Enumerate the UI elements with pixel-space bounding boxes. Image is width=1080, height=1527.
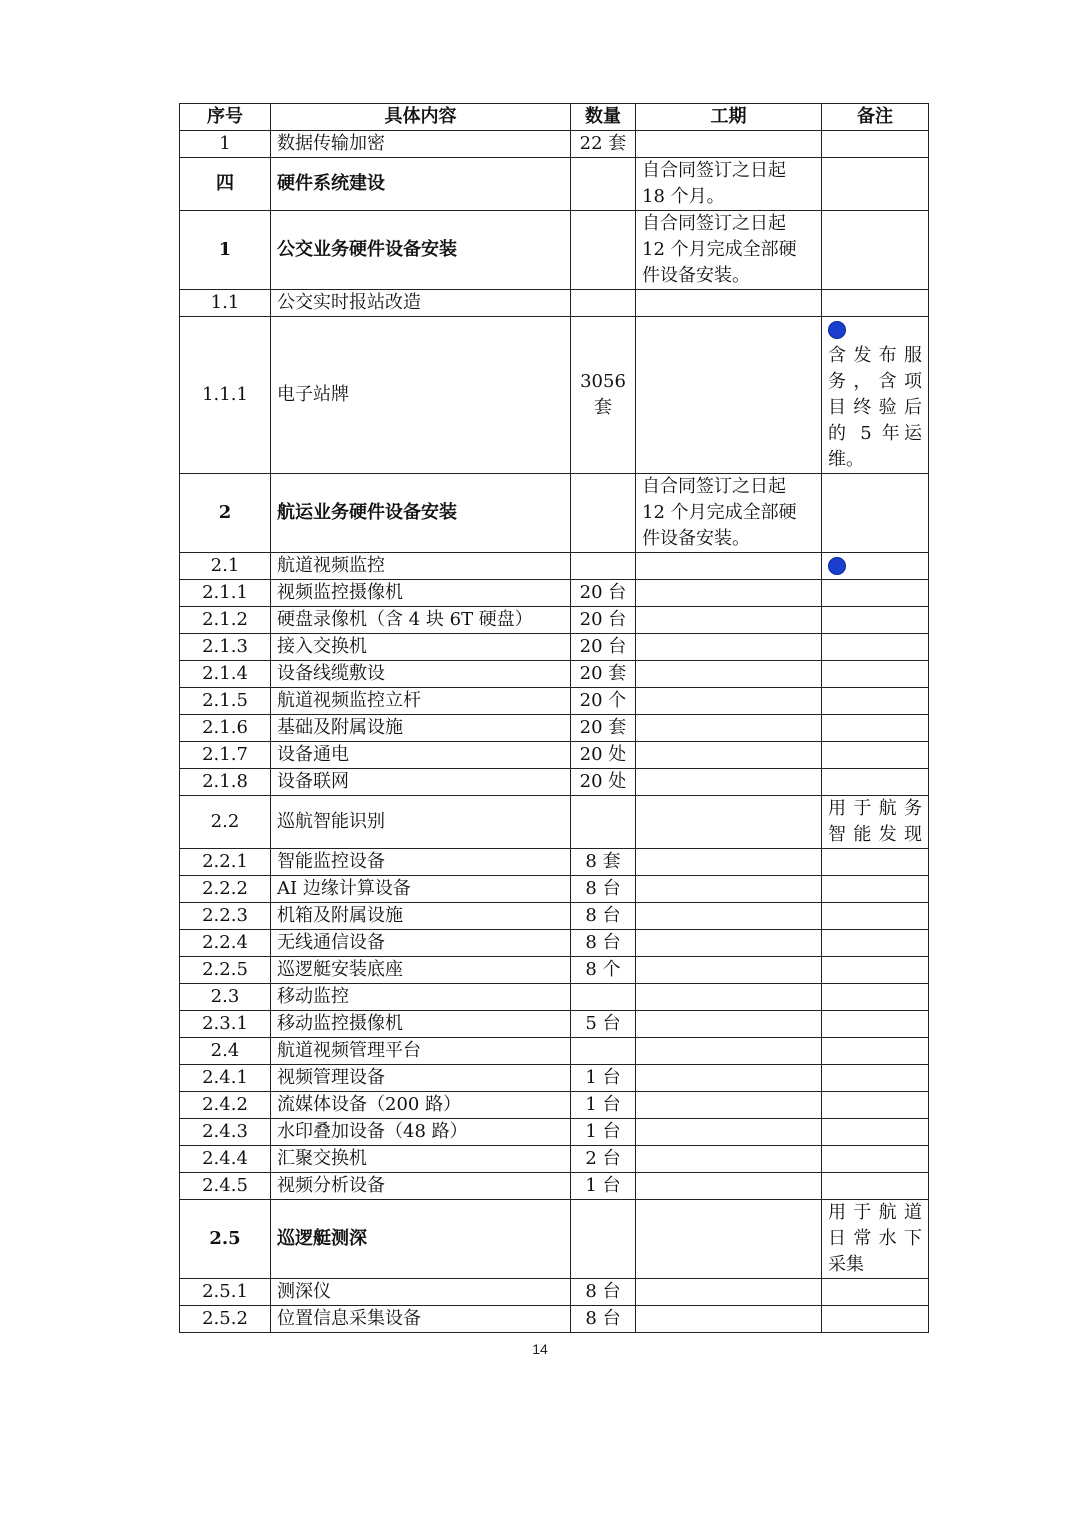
- cell-qty: 2 台: [571, 1146, 636, 1173]
- cell-qty: 20 台: [571, 607, 636, 634]
- cell-period: [636, 903, 822, 930]
- header-no: 序号: [180, 104, 271, 131]
- table-row: [180, 1173, 929, 1200]
- cell-period: [636, 580, 822, 607]
- cell-qty: 20 套: [571, 661, 636, 688]
- cell-period: [636, 1038, 822, 1065]
- cell-note: [822, 131, 929, 158]
- cell-no: 2.1.1: [180, 580, 271, 607]
- cell-qty: 20 处: [571, 769, 636, 796]
- blue-dot-marker-icon: [828, 557, 846, 575]
- cell-content: 移动监控: [271, 984, 571, 1011]
- cell-period: [636, 849, 822, 876]
- table-row: [180, 1065, 929, 1092]
- period-line: 18 个月。: [642, 186, 725, 207]
- cell-note: [822, 1119, 929, 1146]
- cell-note: [822, 984, 929, 1011]
- cell-content: 巡逻艇测深: [271, 1200, 571, 1279]
- cell-qty: 8 台: [571, 1279, 636, 1306]
- cell-no: 2.1.3: [180, 634, 271, 661]
- cell-note: [822, 1279, 929, 1306]
- cell-no: 2.5.1: [180, 1279, 271, 1306]
- cell-qty: [571, 290, 636, 317]
- table-row: [180, 1146, 929, 1173]
- header-period: 工期: [636, 104, 822, 131]
- cell-note: [822, 580, 929, 607]
- cell-content: AI 边缘计算设备: [271, 876, 571, 903]
- cell-content: 巡航智能识别: [271, 796, 571, 849]
- cell-period: [636, 984, 822, 1011]
- cell-qty: 20 个: [571, 688, 636, 715]
- cell-note: [822, 1200, 929, 1279]
- table-header-row: [180, 104, 929, 131]
- cell-qty: 20 套: [571, 715, 636, 742]
- cell-content: 视频监控摄像机: [271, 580, 571, 607]
- cell-content: 电子站牌: [271, 317, 571, 474]
- cell-note: [822, 957, 929, 984]
- cell-qty: [571, 1038, 636, 1065]
- cell-note: [822, 715, 929, 742]
- note-line: 采集: [828, 1254, 864, 1275]
- note-line: 维。: [828, 449, 864, 470]
- table-row: [180, 903, 929, 930]
- cell-no: 2.1.6: [180, 715, 271, 742]
- cell-content: 基础及附属设施: [271, 715, 571, 742]
- cell-no: 2.2.3: [180, 903, 271, 930]
- cell-qty: 1 台: [571, 1065, 636, 1092]
- table-row: [180, 1092, 929, 1119]
- cell-content: 视频管理设备: [271, 1065, 571, 1092]
- table-row: [180, 688, 929, 715]
- cell-no: 1.1: [180, 290, 271, 317]
- note-line: 目终验后: [828, 397, 922, 418]
- note-line: 用于航道: [828, 1202, 922, 1223]
- cell-content: 航道视频监控立杆: [271, 688, 571, 715]
- cell-qty: 20 处: [571, 742, 636, 769]
- table-row: [180, 715, 929, 742]
- cell-period: [636, 634, 822, 661]
- table-row: [180, 876, 929, 903]
- cell-content: 硬件系统建设: [271, 158, 571, 211]
- cell-period: [636, 1146, 822, 1173]
- cell-period: [636, 930, 822, 957]
- table-row: [180, 1038, 929, 1065]
- cell-no: 2.4.3: [180, 1119, 271, 1146]
- cell-qty: 20 台: [571, 634, 636, 661]
- cell-no: 2.4.5: [180, 1173, 271, 1200]
- cell-period: [636, 1306, 822, 1333]
- cell-note: [822, 211, 929, 290]
- cell-qty: 8 台: [571, 1306, 636, 1333]
- cell-note: [822, 849, 929, 876]
- cell-period: [636, 796, 822, 849]
- note-line: 日常水下: [828, 1228, 922, 1249]
- cell-note: [822, 634, 929, 661]
- period-line: 自合同签订之日起: [642, 476, 786, 497]
- cell-content: 接入交换机: [271, 634, 571, 661]
- cell-no: 1.1.1: [180, 317, 271, 474]
- cell-note: [822, 553, 929, 580]
- cell-no: 2.2: [180, 796, 271, 849]
- cell-content: 水印叠加设备（48 路）: [271, 1119, 571, 1146]
- cell-note: [822, 661, 929, 688]
- cell-no: 2.1: [180, 553, 271, 580]
- cell-qty: 8 套: [571, 849, 636, 876]
- cell-note: [822, 158, 929, 211]
- header-note: 备注: [822, 104, 929, 131]
- cell-no: 2.5.2: [180, 1306, 271, 1333]
- cell-content: 智能监控设备: [271, 849, 571, 876]
- table-row: [180, 930, 929, 957]
- cell-qty: 22 套: [571, 131, 636, 158]
- cell-note: [822, 1306, 929, 1333]
- cell-note: [822, 742, 929, 769]
- cell-no: 2.4: [180, 1038, 271, 1065]
- cell-qty: [571, 796, 636, 849]
- cell-note: [822, 1038, 929, 1065]
- table-row: [180, 849, 929, 876]
- period-line: 自合同签订之日起: [642, 213, 786, 234]
- cell-period: [636, 1011, 822, 1038]
- header-content: 具体内容: [271, 104, 571, 131]
- cell-note: [822, 474, 929, 553]
- cell-content: 设备通电: [271, 742, 571, 769]
- cell-period: [636, 290, 822, 317]
- cell-qty: 20 台: [571, 580, 636, 607]
- cell-note: [822, 290, 929, 317]
- requirements-table: [179, 103, 929, 1333]
- cell-note: [822, 930, 929, 957]
- cell-period: [636, 553, 822, 580]
- table-row: [180, 742, 929, 769]
- table-row: [180, 1279, 929, 1306]
- cell-no: 2.1.8: [180, 769, 271, 796]
- cell-qty: 1 台: [571, 1119, 636, 1146]
- table-row: [180, 634, 929, 661]
- cell-content: 航道视频管理平台: [271, 1038, 571, 1065]
- cell-period: [636, 1119, 822, 1146]
- cell-period: [636, 211, 822, 290]
- cell-no: 2.3.1: [180, 1011, 271, 1038]
- period-line: 12 个月完成全部硬: [642, 502, 797, 523]
- cell-content: 公交实时报站改造: [271, 290, 571, 317]
- cell-period: [636, 661, 822, 688]
- table-row: [180, 607, 929, 634]
- table-row: [180, 1306, 929, 1333]
- cell-no: 2.2.5: [180, 957, 271, 984]
- cell-no: 2.2.1: [180, 849, 271, 876]
- cell-no: 2.1.5: [180, 688, 271, 715]
- cell-qty: [571, 211, 636, 290]
- cell-note: [822, 1065, 929, 1092]
- cell-qty: 8 台: [571, 930, 636, 957]
- cell-note: [822, 688, 929, 715]
- blue-dot-marker-icon: [828, 321, 846, 339]
- cell-qty: 1 台: [571, 1092, 636, 1119]
- cell-period: [636, 688, 822, 715]
- cell-period: [636, 715, 822, 742]
- cell-period: [636, 957, 822, 984]
- cell-period: [636, 1065, 822, 1092]
- cell-qty: [571, 984, 636, 1011]
- cell-period: [636, 317, 822, 474]
- qty-line: 套: [594, 397, 612, 418]
- table-row: [180, 796, 929, 849]
- note-line: 用于航务: [828, 798, 922, 819]
- cell-period: [636, 131, 822, 158]
- cell-period: [636, 1173, 822, 1200]
- cell-qty: 5 台: [571, 1011, 636, 1038]
- cell-note: [822, 796, 929, 849]
- cell-no: 四: [180, 158, 271, 211]
- cell-note: [822, 876, 929, 903]
- cell-no: 2.1.4: [180, 661, 271, 688]
- cell-no: 2.1.7: [180, 742, 271, 769]
- table-row: [180, 769, 929, 796]
- table-row: [180, 553, 929, 580]
- cell-no: 2.2.4: [180, 930, 271, 957]
- note-line: 务，含项: [828, 371, 922, 392]
- cell-period: [636, 1279, 822, 1306]
- cell-qty: [571, 474, 636, 553]
- note-line: 智能发现: [828, 824, 922, 845]
- cell-note: [822, 903, 929, 930]
- qty-line: 3056: [580, 371, 626, 392]
- table-row: [180, 984, 929, 1011]
- cell-period: [636, 1092, 822, 1119]
- cell-content: 设备联网: [271, 769, 571, 796]
- cell-content: 数据传输加密: [271, 131, 571, 158]
- cell-content: 设备线缆敷设: [271, 661, 571, 688]
- cell-period: [636, 474, 822, 553]
- table-row: [180, 580, 929, 607]
- cell-content: 硬盘录像机（含 4 块 6T 硬盘）: [271, 607, 571, 634]
- cell-qty: [571, 553, 636, 580]
- note-line: 含发布服: [828, 345, 922, 366]
- cell-period: [636, 1200, 822, 1279]
- cell-period: [636, 742, 822, 769]
- cell-no: 2.1.2: [180, 607, 271, 634]
- cell-note: [822, 607, 929, 634]
- table-row: [180, 957, 929, 984]
- cell-note: [822, 1011, 929, 1038]
- note-line: 的 5 年运: [828, 423, 922, 444]
- cell-qty: 8 台: [571, 876, 636, 903]
- cell-content: 汇聚交换机: [271, 1146, 571, 1173]
- period-line: 12 个月完成全部硬: [642, 239, 797, 260]
- table-row: [180, 1119, 929, 1146]
- cell-note: [822, 1173, 929, 1200]
- page-number: 14: [532, 1341, 548, 1357]
- cell-qty: 8 台: [571, 903, 636, 930]
- period-line: 件设备安装。: [642, 265, 750, 286]
- cell-note: [822, 317, 929, 474]
- cell-no: 2.4.4: [180, 1146, 271, 1173]
- table-row: [180, 211, 929, 290]
- cell-period: [636, 607, 822, 634]
- cell-content: 视频分析设备: [271, 1173, 571, 1200]
- cell-content: 公交业务硬件设备安装: [271, 211, 571, 290]
- cell-note: [822, 769, 929, 796]
- table-row: [180, 661, 929, 688]
- period-line: 自合同签订之日起: [642, 160, 786, 181]
- cell-content: 流媒体设备（200 路）: [271, 1092, 571, 1119]
- cell-note: [822, 1146, 929, 1173]
- cell-qty: [571, 158, 636, 211]
- cell-qty: 8 个: [571, 957, 636, 984]
- cell-qty: [571, 317, 636, 474]
- cell-no: 2: [180, 474, 271, 553]
- cell-period: [636, 876, 822, 903]
- table-row: [180, 1011, 929, 1038]
- cell-qty: 1 台: [571, 1173, 636, 1200]
- table-row: [180, 131, 929, 158]
- cell-period: [636, 769, 822, 796]
- table-row: [180, 474, 929, 553]
- cell-no: 2.3: [180, 984, 271, 1011]
- cell-content: 测深仪: [271, 1279, 571, 1306]
- cell-content: 位置信息采集设备: [271, 1306, 571, 1333]
- table-row: [180, 290, 929, 317]
- cell-no: 1: [180, 211, 271, 290]
- table-row: [180, 1200, 929, 1279]
- table-row: [180, 317, 929, 474]
- cell-content: 移动监控摄像机: [271, 1011, 571, 1038]
- table-row: [180, 158, 929, 211]
- cell-content: 无线通信设备: [271, 930, 571, 957]
- cell-content: 机箱及附属设施: [271, 903, 571, 930]
- cell-period: [636, 158, 822, 211]
- cell-no: 2.4.1: [180, 1065, 271, 1092]
- cell-content: 航道视频监控: [271, 553, 571, 580]
- period-line: 件设备安装。: [642, 528, 750, 549]
- cell-no: 2.4.2: [180, 1092, 271, 1119]
- cell-no: 1: [180, 131, 271, 158]
- cell-qty: [571, 1200, 636, 1279]
- cell-no: 2.5: [180, 1200, 271, 1279]
- cell-content: 巡逻艇安装底座: [271, 957, 571, 984]
- header-qty: 数量: [571, 104, 636, 131]
- cell-no: 2.2.2: [180, 876, 271, 903]
- cell-content: 航运业务硬件设备安装: [271, 474, 571, 553]
- cell-note: [822, 1092, 929, 1119]
